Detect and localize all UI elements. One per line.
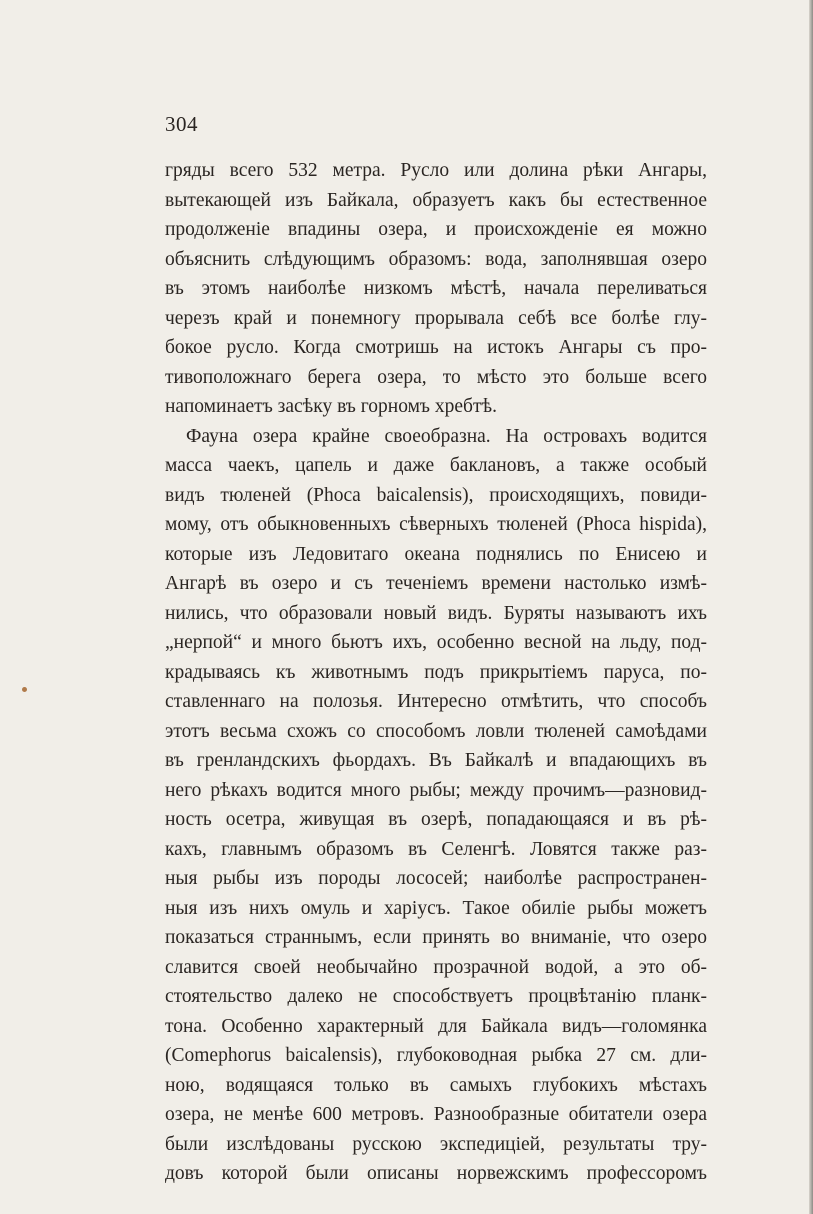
text-line: въ этомъ наиболѣе низкомъ мѣстѣ, начала переливаться [165,278,707,299]
text-line: кахъ, главнымъ образомъ въ Селенгѣ. Ловятся также раз- [165,838,707,860]
text-line: этотъ весьма схожъ со способомъ ловли тюленей самоѣдами [165,720,707,742]
text-line: крадываясь къ животнымъ подъ прикрытіемъ паруса, по- [165,661,707,683]
text-line: объяснить слѣдующимъ образомъ: вода, заполнявшая озеро [165,248,707,270]
text-line: мому, отъ обыкновенныхъ сѣверныхъ тюленей (Phoca hispida), [165,514,707,535]
text-line: него рѣкахъ водится много рыбы; между прочимъ—разновид- [165,779,707,801]
text-line: ныя рыбы изъ породы лососей; наиболѣе распространен- [165,868,707,889]
text-line: которые изъ Ледовитаго океана поднялись по Енисею и [165,543,707,565]
text-line: нились, что образовали новый видъ. Буряты называютъ ихъ [165,602,707,624]
text-line: стоятельство далеко не способствуетъ процвѣтанію планк- [165,986,707,1007]
text-line: тона. Особенно характерный для Байкала видъ—голомянка [165,1015,707,1037]
text-line: (Comephorus baicalensis), глубоководная рыбка 27 см. дли- [165,1045,707,1066]
text-line: ность осетра, живущая въ озерѣ, попадающаяся и въ рѣ- [165,809,707,830]
margin-ink-spot [22,687,27,692]
text-line: „нерпой“ и много бьютъ ихъ, особенно весной на льду, под- [165,632,707,653]
text-line: масса чаекъ, цапель и даже баклановъ, а также особый [165,455,707,476]
text-line: ставленнаго на полозья. Интересно отмѣтить, что способъ [165,691,707,712]
text-line: напоминаетъ засѣку въ горномъ хребтѣ. [165,396,497,417]
text-line: озера, не менѣе 600 метровъ. Разнообразные обитатели озера [165,1104,707,1125]
text-line: Фауна озера крайне своеобразна. На островахъ водится [186,425,707,447]
text-line: вытекающей изъ Байкала, образуетъ какъ бы естественное [165,189,707,211]
text-line: ною, водящаяся только въ самыхъ глубокихъ мѣстахъ [165,1074,707,1096]
text-line: показаться страннымъ, если принять во вниманіе, что озеро [165,927,707,948]
text-line: были изслѣдованы русскою экспедиціей, результаты тру- [165,1133,707,1155]
text-line: видъ тюленей (Phoca baicalensis), происходящихъ, повиди- [165,484,707,506]
text-line: черезъ край и понемногу прорывала себѣ все болѣе глу- [165,307,707,329]
text-line: ныя изъ нихъ омуль и харіусъ. Такое обиліе рыбы можетъ [165,897,707,919]
body-text [165,156,707,1189]
text-line: въ гренландскихъ фьордахъ. Въ Байкалѣ и впадающихъ въ [165,750,707,771]
text-line: довъ которой были описаны норвежскимъ профессоромъ [165,1163,707,1184]
text-line: славится своей необычайно прозрачной водой, а это об- [165,956,707,978]
page-edge [809,0,813,1214]
text-line: гряды всего 532 метра. Русло или долина рѣки Ангары, [165,160,707,181]
text-line: Ангарѣ въ озеро и съ теченіемъ времени настолько измѣ- [165,573,707,594]
text-line: тивоположнаго берега озера, то мѣсто это больше всего [165,366,707,388]
text-line: бокое русло. Когда смотришь на истокъ Ангары съ про- [165,337,707,358]
page-number: 304 [165,112,198,136]
text-line: продолженіе впадины озера, и происхожденіе ея можно [165,219,707,240]
